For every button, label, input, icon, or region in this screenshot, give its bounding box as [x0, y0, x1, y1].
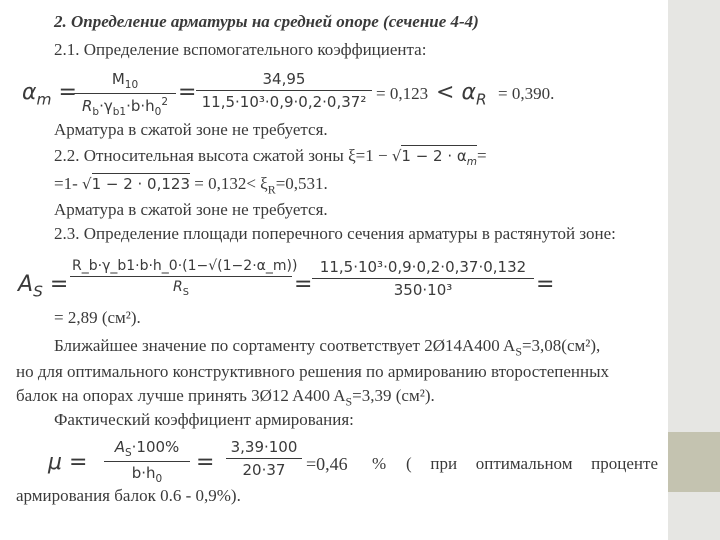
s22-line2: =1- $√1 - 2 \cdot 0,123 = 0,132< \xi_R=0,531$.	[54, 174, 328, 197]
section-title: 2. Определение арматуры на средней опоре (сечение 4-4)	[54, 12, 479, 31]
mu-result: =0,46	[306, 454, 348, 474]
right-decorative-sidebar	[668, 0, 720, 540]
mu-eq2: =	[196, 450, 215, 475]
para-line-1: Ближайшее значение по сортаменту соответствует 2Ø14A400 $A_S=3,08(см^2)$,	[54, 336, 601, 359]
s22-line1: 2.2. Относительная высота сжатой зоны $\xi=1 - √1 - 2 \cdot \alpha_m=$	[54, 146, 487, 168]
s23-lhs: $A_S$ =	[18, 272, 69, 301]
s23-fraction-2: $\frac{\text{11,5·10³·0,9·0,2·0,37·0,132}}{\text{350·10³}}$	[312, 258, 534, 299]
sidebar-accent-block	[668, 432, 720, 492]
s23-eq3: =	[536, 272, 555, 297]
s21-alphaR-value: = 0,390.	[498, 84, 555, 103]
mu-fraction-2: $\frac{3,39\cdot 100}{20\cdot 37}$	[226, 438, 302, 479]
mu-tail: ( при оптимальном проценте	[406, 454, 658, 473]
para-line-2: но для оптимального конструктивного решения по армированию второстепенных	[16, 362, 610, 381]
s21-result: = 0,123	[376, 84, 429, 103]
s21-fraction-2: $\frac{34,95}{\text{11,5·10³·0,9·0,2·0,37²}}$	[196, 70, 372, 111]
mu-percent: %	[372, 454, 387, 473]
s21-alphaR: < $\alpha_R$	[436, 80, 487, 109]
s23-fraction-1: $\frac{R\_b\cdot\gamma\_b1\cdot b\cdot h\_0\cdot(1-√(1-2\cdot\alpha\_m))}{R_S}$	[72, 258, 298, 298]
s22-note: Арматура в сжатой зоне не требуется.	[54, 200, 328, 219]
s21-eq2: =	[178, 80, 197, 105]
mu-lhs: μ =	[48, 450, 88, 475]
s21-note: Арматура в сжатой зоне не требуется.	[54, 120, 328, 139]
para-line-3: балок на опорах лучше принять 3Ø12 A400 $A_S=3,39$ (см²).	[16, 386, 435, 409]
s23-result: = 2,89 (см²).	[54, 308, 141, 327]
para-line-4: Фактический коэффициент армирования:	[54, 410, 354, 429]
mu-fraction-1: $\frac{A_S\cdot 100\%}{b\cdot h_0}$	[104, 438, 190, 485]
s21-title: 2.1. Определение вспомогательного коэффициента:	[54, 40, 427, 59]
s21-fraction-1: $\frac{M_{10}}{R_b\cdot\gamma_{b1}\cdot b\cdot h_0^2}$	[74, 70, 176, 118]
s23-eq2: =	[294, 272, 313, 297]
s21-lhs: $\alpha_m$ =	[22, 80, 77, 109]
s23-title: 2.3. Определение площади поперечного сечения арматуры в растянутой зоне:	[54, 224, 616, 243]
mu-last-line: армирования балок 0.6 - 0,9%).	[16, 486, 241, 505]
